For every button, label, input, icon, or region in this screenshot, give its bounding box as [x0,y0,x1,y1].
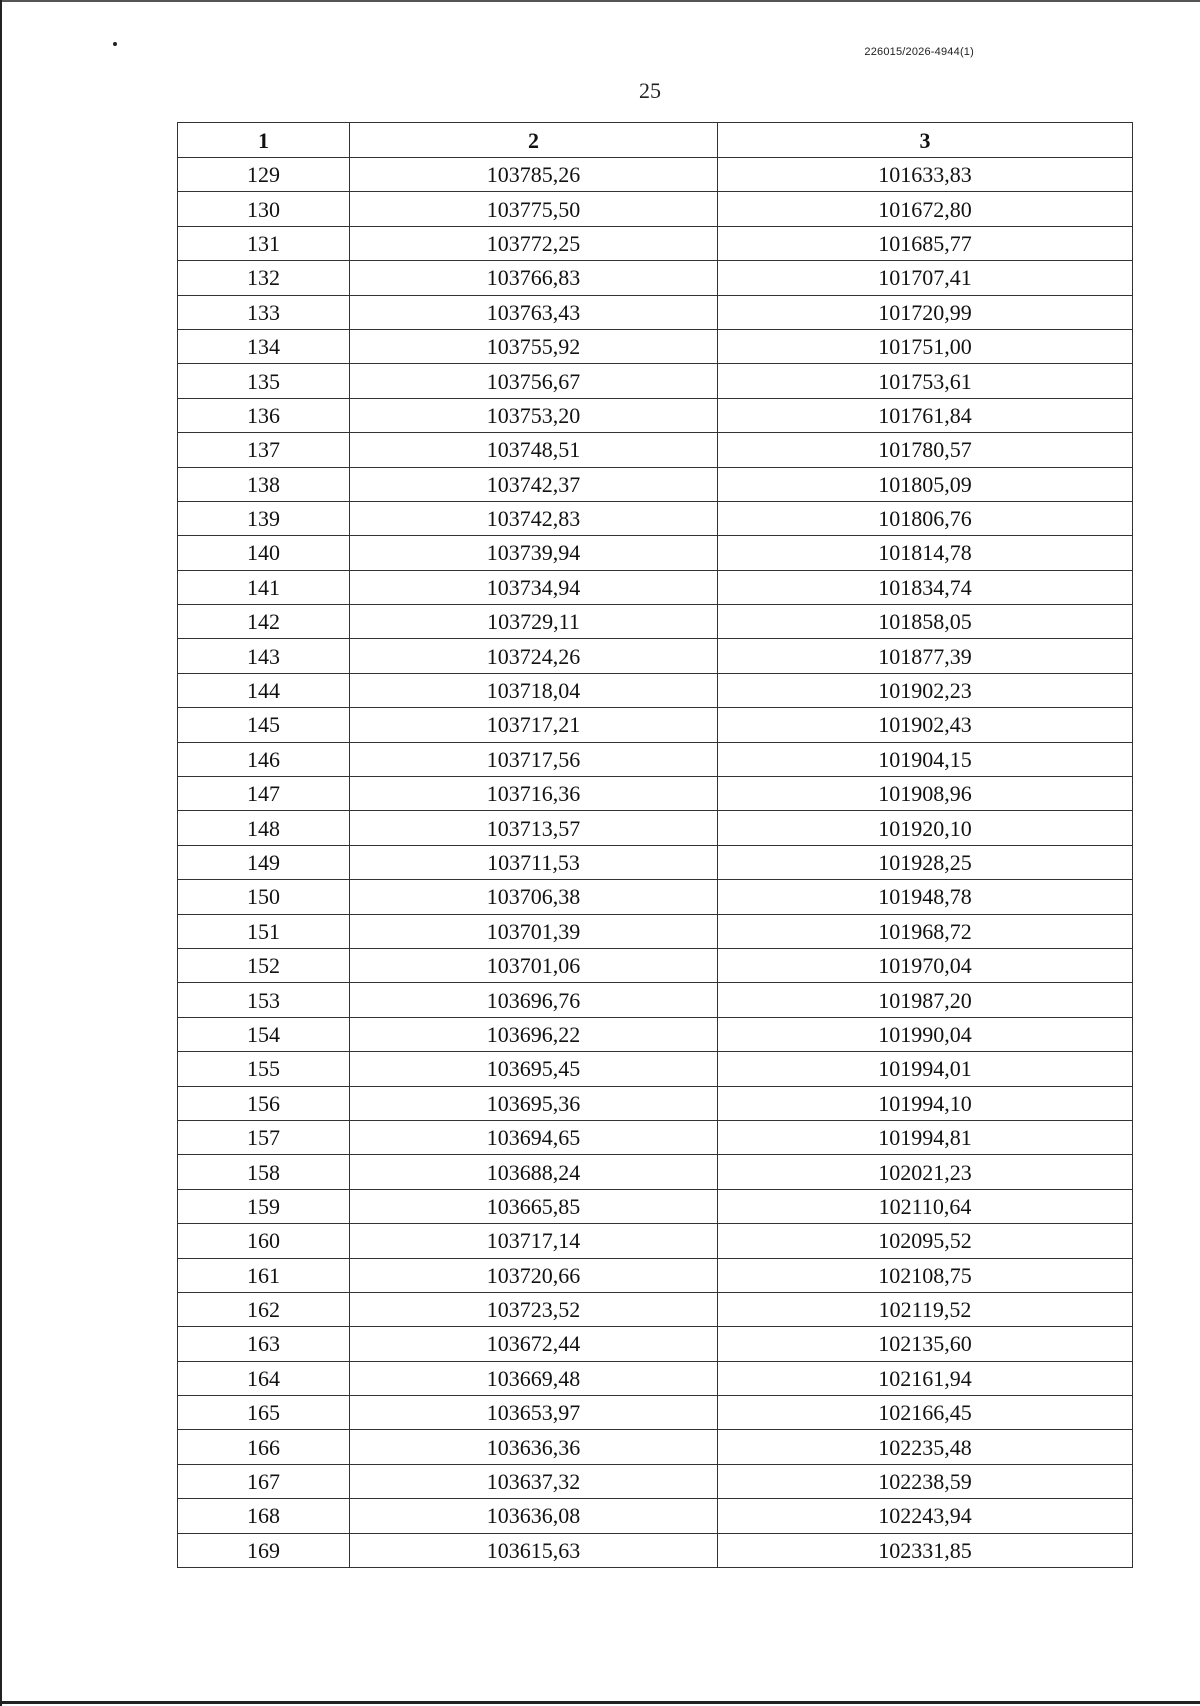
point-number-cell: 136 [178,398,350,432]
point-number-cell: 132 [178,261,350,295]
coordinate-x-cell: 103772,25 [350,226,718,260]
point-number-cell: 143 [178,639,350,673]
coordinate-y-cell: 101902,43 [718,708,1133,742]
point-number-cell: 151 [178,914,350,948]
point-number-cell: 137 [178,433,350,467]
coordinate-x-cell: 103723,52 [350,1292,718,1326]
coordinate-y-cell: 102235,48 [718,1430,1133,1464]
coordinate-y-cell: 101877,39 [718,639,1133,673]
coordinate-x-cell: 103653,97 [350,1396,718,1430]
coordinate-x-cell: 103716,36 [350,777,718,811]
coordinate-x-cell: 103775,50 [350,192,718,226]
table-body [178,158,1133,1568]
coordinate-x-cell: 103785,26 [350,158,718,192]
table-row [178,261,1133,295]
coordinate-y-cell: 101834,74 [718,570,1133,604]
coordinate-x-cell: 103669,48 [350,1361,718,1395]
scan-speck [113,42,117,46]
table-row [178,845,1133,879]
table-row [178,467,1133,501]
point-number-cell: 147 [178,777,350,811]
coordinate-y-cell: 102110,64 [718,1189,1133,1223]
table-row [178,1533,1133,1567]
coordinate-y-cell: 101970,04 [718,948,1133,982]
table-row [178,948,1133,982]
coordinate-x-cell: 103706,38 [350,880,718,914]
coordinate-x-cell: 103717,14 [350,1224,718,1258]
point-number-cell: 134 [178,329,350,363]
coordinate-y-cell: 101994,01 [718,1052,1133,1086]
coordinate-x-cell: 103717,56 [350,742,718,776]
coordinate-x-cell: 103637,32 [350,1464,718,1498]
point-number-cell: 167 [178,1464,350,1498]
table-row [178,639,1133,673]
coordinate-y-cell: 101806,76 [718,501,1133,535]
page-border-bottom [0,1701,1200,1704]
point-number-cell: 155 [178,1052,350,1086]
point-number-cell: 130 [178,192,350,226]
point-number-cell: 157 [178,1120,350,1154]
table-row [178,1499,1133,1533]
table-row [178,1224,1133,1258]
coordinate-y-cell: 101968,72 [718,914,1133,948]
point-number-cell: 165 [178,1396,350,1430]
coordinate-x-cell: 103755,92 [350,329,718,363]
coordinate-y-cell: 101685,77 [718,226,1133,260]
coordinate-x-cell: 103720,66 [350,1258,718,1292]
point-number-cell: 148 [178,811,350,845]
table-row [178,364,1133,398]
table-row [178,295,1133,329]
table-row [178,605,1133,639]
table-row [178,501,1133,535]
coordinate-y-cell: 101920,10 [718,811,1133,845]
table-header [178,123,1133,158]
column-header-3: 3 [718,123,1133,158]
coordinate-x-cell: 103711,53 [350,845,718,879]
coordinate-y-cell: 101948,78 [718,880,1133,914]
coordinate-y-cell: 101904,15 [718,742,1133,776]
coordinate-x-cell: 103756,67 [350,364,718,398]
coordinate-x-cell: 103672,44 [350,1327,718,1361]
coordinate-y-cell: 102166,45 [718,1396,1133,1430]
coordinate-y-cell: 101805,09 [718,467,1133,501]
table-row [178,1017,1133,1051]
coordinate-x-cell: 103695,45 [350,1052,718,1086]
point-number-cell: 146 [178,742,350,776]
point-number-cell: 131 [178,226,350,260]
point-number-cell: 133 [178,295,350,329]
coordinate-y-cell: 102108,75 [718,1258,1133,1292]
table-row [178,1258,1133,1292]
table-row [178,880,1133,914]
table-row [178,1155,1133,1189]
page-border-top [0,0,1200,2]
point-number-cell: 154 [178,1017,350,1051]
document-id: 226015/2026-4944(1) [864,46,974,58]
point-number-cell: 153 [178,983,350,1017]
coordinate-y-cell: 101753,61 [718,364,1133,398]
coordinate-y-cell: 102119,52 [718,1292,1133,1326]
table-row [178,708,1133,742]
point-number-cell: 168 [178,1499,350,1533]
point-number-cell: 163 [178,1327,350,1361]
table-row [178,1052,1133,1086]
coordinate-x-cell: 103636,36 [350,1430,718,1464]
coordinate-y-cell: 101814,78 [718,536,1133,570]
coordinate-y-cell: 102135,60 [718,1327,1133,1361]
coordinate-x-cell: 103665,85 [350,1189,718,1223]
column-header-2: 2 [350,123,718,158]
point-number-cell: 152 [178,948,350,982]
point-number-cell: 158 [178,1155,350,1189]
coordinate-y-cell: 101633,83 [718,158,1133,192]
point-number-cell: 160 [178,1224,350,1258]
table-row [178,398,1133,432]
coordinate-y-cell: 101672,80 [718,192,1133,226]
point-number-cell: 149 [178,845,350,879]
point-number-cell: 169 [178,1533,350,1567]
table-row [178,1189,1133,1223]
coordinate-y-cell: 101720,99 [718,295,1133,329]
point-number-cell: 140 [178,536,350,570]
table-row [178,1120,1133,1154]
table-row [178,192,1133,226]
coordinate-y-cell: 102021,23 [718,1155,1133,1189]
table-row [178,226,1133,260]
coordinate-y-cell: 102095,52 [718,1224,1133,1258]
coordinate-x-cell: 103763,43 [350,295,718,329]
header-row [178,123,1133,158]
point-number-cell: 138 [178,467,350,501]
coordinate-x-cell: 103636,08 [350,1499,718,1533]
table-row [178,777,1133,811]
coordinate-y-cell: 101761,84 [718,398,1133,432]
column-header-1: 1 [178,123,350,158]
coordinate-y-cell: 102243,94 [718,1499,1133,1533]
coordinate-x-cell: 103729,11 [350,605,718,639]
coordinate-x-cell: 103766,83 [350,261,718,295]
table-row [178,1292,1133,1326]
coordinate-x-cell: 103695,36 [350,1086,718,1120]
table-row [178,570,1133,604]
coordinate-y-cell: 101990,04 [718,1017,1133,1051]
coordinate-y-cell: 102161,94 [718,1361,1133,1395]
coordinate-y-cell: 101994,10 [718,1086,1133,1120]
coordinate-x-cell: 103696,22 [350,1017,718,1051]
table-row [178,742,1133,776]
coordinate-y-cell: 102331,85 [718,1533,1133,1567]
coordinate-y-cell: 101707,41 [718,261,1133,295]
page-border-left [0,0,2,1706]
point-number-cell: 159 [178,1189,350,1223]
table-row [178,1464,1133,1498]
coordinate-y-cell: 101928,25 [718,845,1133,879]
table-row [178,811,1133,845]
coordinate-x-cell: 103753,20 [350,398,718,432]
coordinates-table [177,122,1133,1568]
coordinate-y-cell: 101994,81 [718,1120,1133,1154]
point-number-cell: 162 [178,1292,350,1326]
coordinate-y-cell: 101908,96 [718,777,1133,811]
table-row [178,1430,1133,1464]
point-number-cell: 141 [178,570,350,604]
point-number-cell: 145 [178,708,350,742]
coordinate-x-cell: 103688,24 [350,1155,718,1189]
table-row [178,433,1133,467]
point-number-cell: 166 [178,1430,350,1464]
coordinate-x-cell: 103742,83 [350,501,718,535]
coordinate-x-cell: 103742,37 [350,467,718,501]
coordinate-y-cell: 102238,59 [718,1464,1133,1498]
page-number: 25 [639,78,661,103]
coordinate-x-cell: 103734,94 [350,570,718,604]
point-number-cell: 164 [178,1361,350,1395]
point-number-cell: 156 [178,1086,350,1120]
coordinate-x-cell: 103739,94 [350,536,718,570]
table-row [178,983,1133,1017]
table-row [178,1361,1133,1395]
table-row [178,158,1133,192]
coordinate-x-cell: 103701,39 [350,914,718,948]
coordinate-x-cell: 103694,65 [350,1120,718,1154]
point-number-cell: 129 [178,158,350,192]
table-row [178,914,1133,948]
table-row [178,1086,1133,1120]
coordinate-x-cell: 103748,51 [350,433,718,467]
coordinate-y-cell: 101780,57 [718,433,1133,467]
point-number-cell: 135 [178,364,350,398]
coordinate-x-cell: 103717,21 [350,708,718,742]
coordinate-x-cell: 103724,26 [350,639,718,673]
point-number-cell: 144 [178,673,350,707]
coordinate-y-cell: 101987,20 [718,983,1133,1017]
coordinate-x-cell: 103718,04 [350,673,718,707]
coordinate-y-cell: 101858,05 [718,605,1133,639]
point-number-cell: 139 [178,501,350,535]
table-row [178,673,1133,707]
coordinate-x-cell: 103713,57 [350,811,718,845]
table-row [178,1396,1133,1430]
coordinate-x-cell: 103701,06 [350,948,718,982]
table-row [178,1327,1133,1361]
coordinate-y-cell: 101902,23 [718,673,1133,707]
table-row [178,536,1133,570]
coordinate-x-cell: 103615,63 [350,1533,718,1567]
point-number-cell: 142 [178,605,350,639]
point-number-cell: 150 [178,880,350,914]
table-row [178,329,1133,363]
coordinate-y-cell: 101751,00 [718,329,1133,363]
point-number-cell: 161 [178,1258,350,1292]
coordinate-x-cell: 103696,76 [350,983,718,1017]
